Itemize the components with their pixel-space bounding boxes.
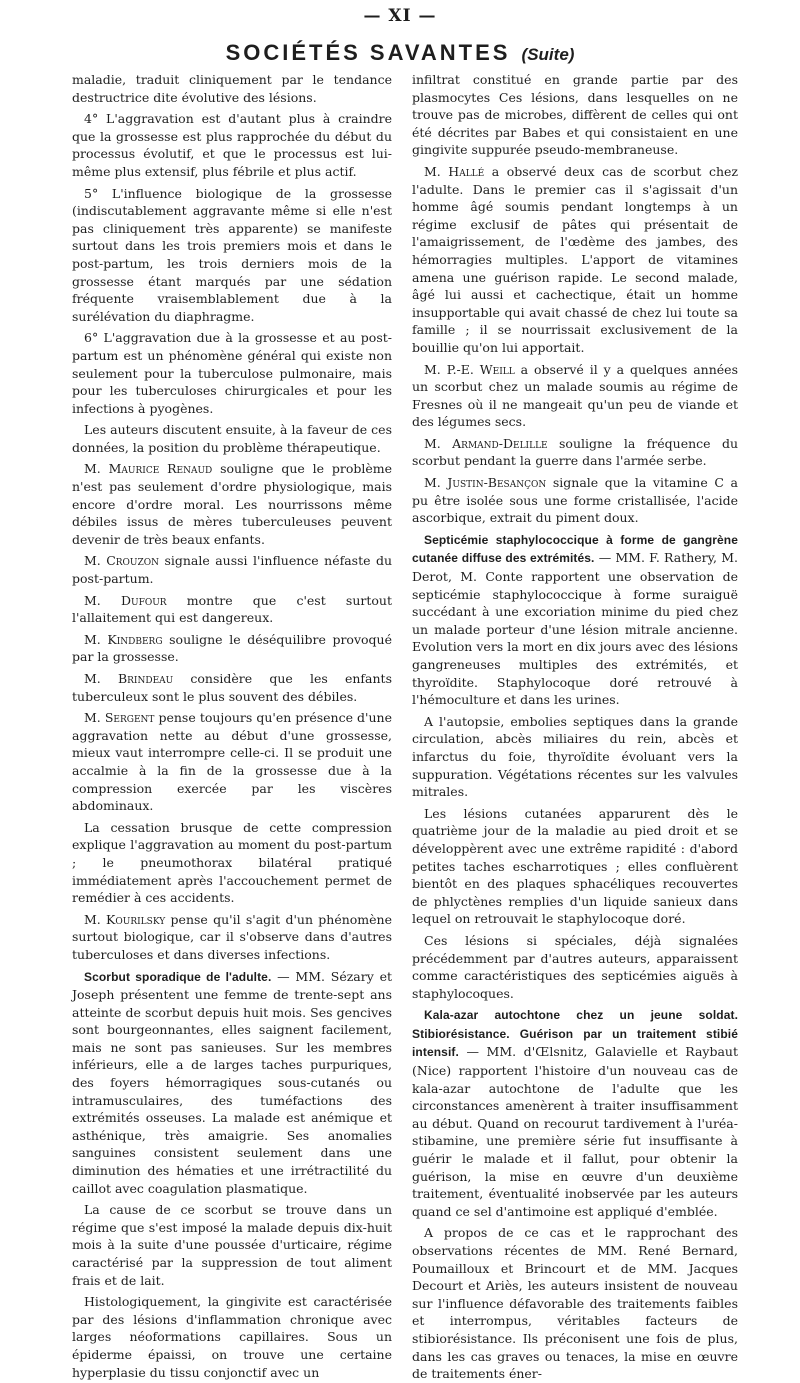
paragraph: infiltrat constitué en grande partie par des plasmocytes Ces lésions, dans lesquelles on ne trouve pas de microbes, diffèrent de celles qui ont été décrites par Babes et qui consistaient en une gingivite suppurée pseudo-membraneuse. (412, 72, 738, 158)
paragraph (72, 670, 392, 705)
paragraph-text: considère que les enfants tuberculeux sont le plus souvent des débiles. (72, 671, 392, 704)
article-heading: Scorbut sporadique de l'adulte. (84, 969, 272, 984)
paragraph (412, 531, 738, 709)
paragraph (72, 709, 392, 815)
paragraph (72, 631, 392, 666)
paragraph (412, 474, 738, 527)
author-name: M. Sergent (84, 710, 155, 726)
paragraph: Ces lésions si spéciales, déjà signalées précédemment par d'autres auteurs, apparaissent comme caractéristiques des septicémies aiguës à staphylocoques. (412, 932, 738, 1001)
paragraph-text: — MM. Sézary et Joseph présentent une femme de trente-sept ans atteinte de scorbut depuis huit mois. Ses gencives sont bourgeonnantes, elles saignent facilement, mais ne sont pas sanieuses. Sur les membres inférieurs, elle a de larges taches purpuriques, des foyers hémorragiques sous-cutanés ou intramusculaires, des tuméfactions des extrémités osseuses. La malade est anémique et asthénique, très amaigrie. Ses anomalies sanguines consistent seulement dans une diminution des hématies et une irrétractilité du caillot avec coagulation plasmatique. (72, 968, 392, 1196)
paragraph-text: souligne le déséquilibre provoqué par la grossesse. (72, 631, 392, 665)
paragraph-text: — MM. F. Rathery, M. Derot, M. Conte rapportent une observation de septicémie staphylococcique à forme suraiguë succédant à une excoriation minime du pied chez un malade porteur d'une lésion mitrale ancienne. Evolution vers la mort en dix jours avec des lésions gangreneuses multiples des extrémités, et thyroïdite. Staphylocoque doré retrouvé à l'hémoculture et dans les urines. (412, 550, 738, 708)
author-name: M. Justin-Besançon (424, 475, 547, 491)
paragraph: A propos de ce cas et le rapprochant des observations récentes de MM. René Bernard, Poumailloux et Brincourt et de MM. Jacques Decourt et Ariès, les auteurs insistent de nouveau sur l'influence défavorable des traitements faibles et interrompus, véritables facteurs de stibiorésistance. Ils préconisent une fois de plus, dans les cas graves ou tenaces, la mise en œuvre de traitements éner- (412, 1225, 738, 1382)
right-column (412, 71, 738, 1382)
author-name: M. Hallé (424, 163, 485, 179)
author-name: M. Dufour (84, 592, 167, 608)
author-name: M. P.-E. Weill (424, 361, 515, 377)
section-title: SOCIÉTÉS SAVANTES (225, 40, 511, 65)
author-name: M. Crouzon (84, 553, 160, 569)
paragraph: La cessation brusque de cette compression explique l'aggravation au moment du post-partum ; le pneumothorax bilatéral pratiqué immédiatement après l'accouchement permet de remédier à ces accidents. (72, 819, 392, 906)
paragraph: 4° L'aggravation est d'autant plus à craindre que la grossesse est plus rapprochée du début du processus évolutif, et que le processus est lui-même plus extensif, plus fébrile et plus actif. (72, 111, 392, 179)
paragraph (412, 435, 738, 470)
page-header (0, 40, 800, 66)
paragraph: 5° L'influence biologique de la grossesse (indiscutablement aggravante même si elle n'est pas cliniquement très apparente) se manifeste surtout dans les trois premiers mois et dans le post-partum, les trois derniers mois de la grossesse étant marqués par une sédation fréquente vraisemblablement due à la surélévation du diaphragme. (72, 185, 392, 324)
paragraph-text: pense qu'il s'agit d'un phénomène surtout biologique, car il s'observe dans d'autres tuberculoses et dans diverses infections. (72, 911, 393, 962)
paragraph: Les auteurs discutent ensuite, à la faveur de ces données, la position du problème thérapeutique. (72, 422, 392, 455)
paragraph (72, 460, 392, 548)
paragraph: La cause de ce scorbut se trouve dans un régime que s'est imposé la malade depuis dix-huit mois à la suite d'une poussée d'urticaire, régime caractérisé par la suppression de tout aliment frais et de lait. (72, 1202, 392, 1288)
paragraph-text: signale que la vitamine C a pu être isolée sous une forme cristallisée, l'acide ascorbique, extrait du piment doux. (412, 475, 738, 526)
left-column (72, 71, 393, 1380)
paragraph-text: souligne la fréquence du scorbut pendant la guerre dans l'armée serbe. (412, 435, 738, 469)
paragraph-text: pense toujours qu'en présence d'une aggravation nette au début d'une grossesse, mieux vaut interrompre celle-ci. Il se produit une accalmie à la fin de la grossesse due à la compression exercée par les viscères abdominaux. (72, 710, 392, 814)
author-name: M. Kindberg (84, 631, 163, 647)
paragraph (72, 552, 392, 587)
paragraph (72, 911, 392, 964)
author-name: M. Maurice Renaud (84, 461, 213, 477)
section-title-suffix: (Suite) (521, 45, 575, 64)
paragraph (412, 1006, 738, 1220)
paragraph: maladie, traduit cliniquement par le tendance destructrice dite évolutive des lésions. (72, 72, 392, 105)
author-name: M. Brindeau (84, 671, 174, 686)
paragraph-text: signale aussi l'influence néfaste du post-partum. (72, 553, 392, 587)
paragraph (72, 968, 392, 1198)
paragraph: 6° L'aggravation due à la grossesse et au post-partum est un phénomène général qui existe non seulement pour la tuberculose pulmonaire, mais pour les tuberculoses chirurgicales et pour les infections à pyogènes. (72, 330, 392, 416)
article-heading: Kala-azar autochtone chez un jeune soldat. Stibiorésistance. Guérison par un traitement stibié intensif. (412, 1008, 738, 1060)
paragraph: Histologiquement, la gingivite est caractérisée par des lésions d'inflammation chronique avec larges néoformations capillaires. Sous un épiderme épaissi, on trouve une certaine hyperplasie du tissu conjonctif avec un (72, 1294, 392, 1380)
paragraph-text: a observé deux cas de scorbut chez l'adulte. Dans le premier cas il s'agissait d'un homme âgé soumis pendant longtemps à un régime exclusif de pâtes qui présentait de l'amaigrissement, de l'œdème des jambes, des hémorragies multiples. L'apport de vitamines amena une guérison rapide. Le second malade, âgé lui aussi et cachectique, était un homme insupportable qui avait chassé de chez lui toute sa famille ; il se nourrissait exclusivement de la bouillie qu'on lui apportait. (412, 163, 738, 355)
author-name: M. Kourilsky (84, 911, 166, 927)
paragraph (412, 361, 738, 431)
paragraph: Les lésions cutanées apparurent dès le quatrième jour de la maladie au pied droit et se développèrent avec une extrême rapidité : d'abord petites taches escharrotiques ; elles confluèrent bientôt en des plaques sphacéliques recouvertes de phlyctènes remplies d'un liquide sanieux dans lequel on retrouvait le staphylocoque doré. (412, 805, 738, 927)
paragraph (72, 592, 392, 627)
paragraph-text: montre que c'est surtout l'allaitement qui est dangereux. (72, 592, 392, 626)
paragraph-text: souligne que le problème n'est pas seulement d'ordre physiologique, mais encore d'ordre moral. Les nourrissons même débiles issus de mères tuberculeuses peuvent devenir de très beaux enfants. (72, 461, 392, 547)
paragraph: A l'autopsie, embolies septiques dans la grande circulation, abcès miliaires du rein, abcès et infarctus du foie, thyroïdite évoluant vers la suppuration. Végétations récentes sur les valvules mitrales. (412, 713, 738, 800)
paragraph-text: — MM. d'Œlsnitz, Galavielle et Raybaut (Nice) rapportent l'histoire d'un nouveau cas de kala-azar autochtone de l'adulte que les circonstances amenèrent à traiter insuffisamment au début. Quand on recourut tardivement à l'uréa-stibamine, une première série fut insuffisante à guérir le malade et il fallut, pour obtenir la guérison, la mise en œuvre d'un deuxième traitement, éventualité inobservée par les auteurs quand ce sel d'antimoine est appliqué d'emblée. (412, 1044, 738, 1219)
page-number: — XI — (363, 6, 437, 26)
paragraph-text: a observé il y a quelques années un scorbut chez un malade soumis au régime de Fresnes où il ne mangeait qu'un peu de viande et des légumes secs. (412, 361, 738, 430)
article-heading: Septicémie staphylococcique à forme de gangrène cutanée diffuse des extrémités. (412, 532, 738, 566)
author-name: M. Armand-Delille (424, 435, 548, 451)
paragraph (412, 163, 738, 357)
